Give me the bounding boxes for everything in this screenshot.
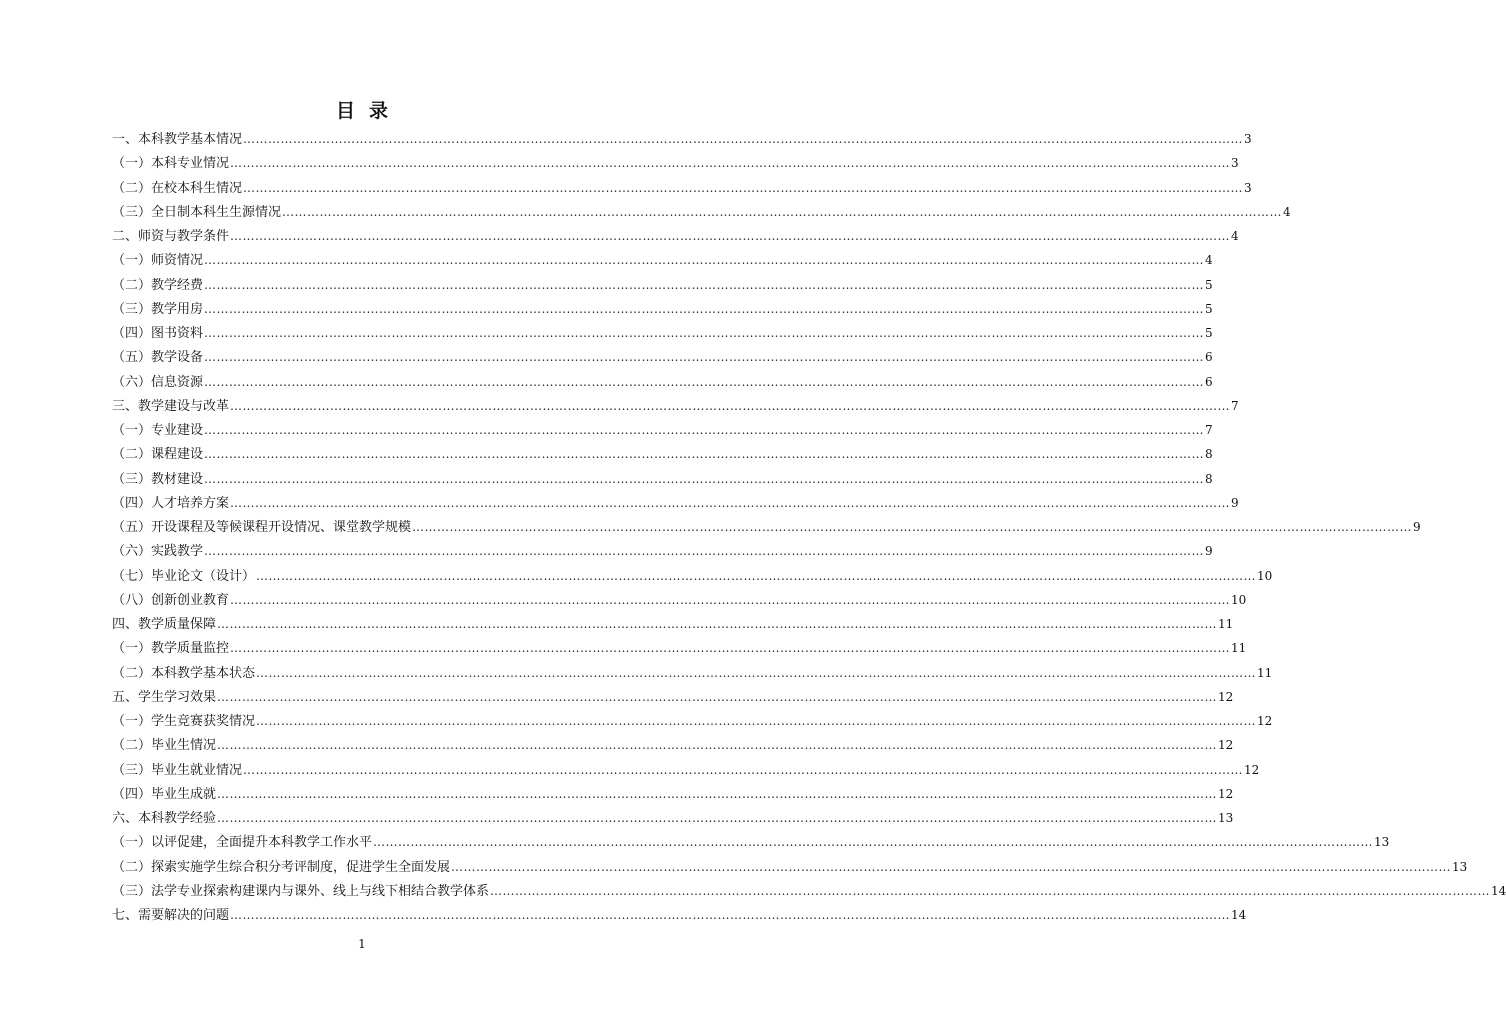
toc-entry[interactable] (112, 248, 1213, 272)
dot-leader: …………………………………………………………………………………………………………………………………………………………………………………………………………………… (204, 350, 1205, 365)
toc-entry[interactable] (112, 758, 1260, 782)
toc-entry-label: （四）毕业生成就 (112, 786, 217, 802)
toc-entry-label: 一、本科教学基本情况 (112, 132, 243, 147)
dot-leader: …………………………………………………………………………………………………………………………………………………………………………………………………………………… (217, 617, 1218, 631)
dot-leader: …………………………………………………………………………………………………………………………………………………………………………………………………………………… (256, 665, 1257, 680)
toc-entry-label: （二）课程建设 (112, 447, 204, 463)
dot-leader: …………………………………………………………………………………………………………………………………………………………………………………………………………………… (204, 374, 1205, 389)
toc-entry[interactable] (112, 733, 1234, 757)
toc-entry[interactable] (112, 273, 1213, 297)
dot-leader: …………………………………………………………………………………………………………………………………………………………………………………………………………………… (204, 471, 1205, 486)
toc-entry-label: （三）毕业生就业情况 (112, 762, 243, 778)
toc-entry[interactable] (112, 709, 1273, 733)
toc-entry[interactable] (112, 297, 1213, 321)
dot-leader: …………………………………………………………………………………………………………………………………………………………………………………………………………………… (230, 908, 1231, 922)
dot-leader: …………………………………………………………………………………………………………………………………………………………………………………………………………………… (412, 520, 1413, 534)
dot-leader: …………………………………………………………………………………………………………………………………………………………………………………………………………………… (230, 156, 1231, 171)
toc-entry-label: （六）实践教学 (112, 544, 204, 560)
toc-entry-page-number: 10 (1231, 592, 1247, 607)
toc-entry-page-number: 12 (1218, 786, 1234, 801)
toc-entry-label: （四）图书资料 (112, 326, 204, 341)
toc-entry-page-number: 4 (1205, 253, 1213, 268)
toc-entry-page-number: 5 (1205, 301, 1213, 316)
table-of-contents (112, 127, 1506, 927)
toc-entry-page-number: 5 (1205, 326, 1213, 340)
toc-entry[interactable] (112, 588, 1247, 612)
toc-entry-label: （二）探索实施学生综合积分考评制度，促进学生全面发展 (112, 859, 451, 875)
toc-entry-page-number: 4 (1231, 229, 1239, 243)
toc-entry-page-number: 12 (1244, 762, 1260, 777)
dot-leader: …………………………………………………………………………………………………………………………………………………………………………………………………………………… (373, 835, 1374, 850)
toc-entry-page-number: 9 (1413, 520, 1421, 534)
toc-entry-page-number: 6 (1205, 374, 1213, 389)
toc-entry-page-number: 12 (1218, 689, 1234, 704)
dot-leader: …………………………………………………………………………………………………………………………………………………………………………………………………………………… (230, 641, 1231, 656)
toc-entry[interactable] (112, 612, 1234, 636)
dot-leader: …………………………………………………………………………………………………………………………………………………………………………………………………………………… (204, 544, 1205, 559)
toc-entry-label: 三、教学建设与改革 (112, 398, 230, 414)
toc-entry[interactable] (112, 855, 1468, 879)
toc-entry-label: （一）以评促建，全面提升本科教学工作水平 (112, 835, 373, 851)
toc-entry[interactable] (112, 782, 1234, 806)
toc-entry-label: （一）学生竞赛获奖情况 (112, 714, 256, 729)
toc-entry-label: （六）信息资源 (112, 374, 204, 390)
toc-entry-label: （二）教学经费 (112, 277, 204, 293)
toc-entry-label: （四）人才培养方案 (112, 495, 230, 511)
toc-entry[interactable] (112, 491, 1239, 515)
toc-entry[interactable] (112, 151, 1239, 175)
toc-entry-label: （二）本科教学基本状态 (112, 665, 256, 681)
page-number-footer: 1 (358, 937, 366, 951)
toc-entry[interactable] (112, 370, 1213, 394)
toc-entry[interactable] (112, 830, 1390, 854)
toc-entry-label: （二）在校本科生情况 (112, 180, 243, 196)
dot-leader: …………………………………………………………………………………………………………………………………………………………………………………………………………………… (217, 786, 1218, 801)
toc-entry-page-number: 3 (1244, 132, 1252, 146)
toc-entry-label: （八）创新创业教育 (112, 592, 230, 608)
toc-entry-label: （五）开设课程及等候课程开设情况、课堂教学规模 (112, 520, 412, 535)
dot-leader: …………………………………………………………………………………………………………………………………………………………………………………………………………………… (204, 277, 1205, 292)
toc-entry[interactable] (112, 200, 1291, 224)
toc-entry[interactable] (112, 661, 1273, 685)
dot-leader: …………………………………………………………………………………………………………………………………………………………………………………………………………………… (217, 689, 1218, 704)
dot-leader: …………………………………………………………………………………………………………………………………………………………………………………………………………………… (230, 495, 1231, 510)
dot-leader: …………………………………………………………………………………………………………………………………………………………………………………………………………………… (282, 204, 1283, 219)
toc-entry[interactable] (112, 321, 1213, 345)
dot-leader: …………………………………………………………………………………………………………………………………………………………………………………………………………………… (451, 859, 1452, 874)
toc-entry-label: （一）师资情况 (112, 253, 204, 269)
toc-entry[interactable] (112, 345, 1213, 369)
dot-leader: …………………………………………………………………………………………………………………………………………………………………………………………………………………… (490, 883, 1491, 898)
toc-entry-page-number: 12 (1218, 738, 1234, 753)
toc-entry-page-number: 3 (1231, 156, 1239, 171)
toc-entry-page-number: 12 (1257, 714, 1273, 728)
dot-leader: …………………………………………………………………………………………………………………………………………………………………………………………………………………… (204, 253, 1205, 268)
toc-entry-label: （一）本科专业情况 (112, 156, 230, 172)
toc-entry-label: 四、教学质量保障 (112, 617, 217, 632)
dot-leader: …………………………………………………………………………………………………………………………………………………………………………………………………………………… (243, 180, 1244, 195)
toc-entry-page-number: 11 (1231, 641, 1247, 656)
toc-entry-label: （五）教学设备 (112, 350, 204, 366)
dot-leader: …………………………………………………………………………………………………………………………………………………………………………………………………………………… (230, 592, 1231, 607)
toc-entry-label: （一）教学质量监控 (112, 641, 230, 657)
page-title: 目录 (335, 100, 402, 122)
toc-entry-label: （三）教材建设 (112, 471, 204, 487)
dot-leader: …………………………………………………………………………………………………………………………………………………………………………………………………………………… (204, 326, 1205, 340)
dot-leader: …………………………………………………………………………………………………………………………………………………………………………………………………………………… (243, 762, 1244, 777)
toc-entry-page-number: 11 (1218, 617, 1234, 631)
dot-leader: …………………………………………………………………………………………………………………………………………………………………………………………………………………… (243, 132, 1244, 146)
toc-entry[interactable] (112, 442, 1213, 466)
toc-entry-page-number: 13 (1452, 859, 1468, 874)
toc-entry[interactable] (112, 394, 1239, 418)
dot-leader: …………………………………………………………………………………………………………………………………………………………………………………………………………………… (230, 398, 1231, 413)
dot-leader: …………………………………………………………………………………………………………………………………………………………………………………………………………………… (256, 568, 1257, 583)
toc-entry-label: 七、需要解决的问题 (112, 908, 230, 923)
dot-leader: …………………………………………………………………………………………………………………………………………………………………………………………………………………… (256, 714, 1257, 728)
toc-entry-page-number: 13 (1218, 811, 1234, 825)
toc-entry-page-number: 9 (1205, 544, 1213, 559)
toc-entry[interactable] (112, 418, 1213, 442)
toc-entry-page-number: 8 (1205, 447, 1213, 462)
dot-leader: …………………………………………………………………………………………………………………………………………………………………………………………………………………… (230, 229, 1231, 243)
toc-entry[interactable] (112, 806, 1234, 830)
toc-entry-page-number: 14 (1491, 883, 1506, 898)
toc-entry-label: （七）毕业论文（设计） (112, 568, 256, 584)
toc-entry-page-number: 4 (1283, 204, 1291, 219)
toc-entry-page-number: 3 (1244, 180, 1252, 195)
toc-entry-label: 五、学生学习效果 (112, 689, 217, 705)
toc-entry-label: （二）毕业生情况 (112, 738, 217, 754)
toc-entry-page-number: 8 (1205, 471, 1213, 486)
toc-entry-label: 二、师资与教学条件 (112, 229, 230, 244)
toc-entry[interactable] (112, 879, 1506, 903)
toc-entry-page-number: 10 (1257, 568, 1273, 583)
toc-entry[interactable] (112, 467, 1213, 491)
toc-entry[interactable] (112, 224, 1239, 248)
toc-entry-page-number: 7 (1231, 398, 1239, 413)
toc-entry[interactable] (112, 903, 1247, 927)
toc-entry[interactable] (112, 515, 1421, 539)
dot-leader: …………………………………………………………………………………………………………………………………………………………………………………………………………………… (204, 447, 1205, 462)
toc-entry-page-number: 13 (1374, 835, 1390, 850)
toc-entry[interactable] (112, 564, 1273, 588)
dot-leader: …………………………………………………………………………………………………………………………………………………………………………………………………………………… (204, 301, 1205, 316)
toc-entry-label: 六、本科教学经验 (112, 811, 217, 826)
dot-leader: …………………………………………………………………………………………………………………………………………………………………………………………………………………… (217, 738, 1218, 753)
toc-entry[interactable] (112, 176, 1252, 200)
toc-entry-page-number: 14 (1231, 908, 1247, 922)
toc-entry-label: （一）专业建设 (112, 423, 204, 438)
toc-entry-page-number: 5 (1205, 277, 1213, 292)
toc-entry-page-number: 11 (1257, 665, 1273, 680)
toc-entry-page-number: 9 (1231, 495, 1239, 510)
toc-entry-page-number: 7 (1205, 423, 1213, 437)
toc-entry-label: （三）法学专业探索构建课内与课外、线上与线下相结合教学体系 (112, 883, 490, 899)
dot-leader: …………………………………………………………………………………………………………………………………………………………………………………………………………………… (204, 423, 1205, 437)
toc-entry-page-number: 6 (1205, 350, 1213, 365)
dot-leader: …………………………………………………………………………………………………………………………………………………………………………………………………………………… (217, 811, 1218, 825)
toc-entry-label: （三）教学用房 (112, 301, 204, 317)
toc-entry[interactable] (112, 127, 1252, 151)
toc-entry[interactable] (112, 636, 1247, 660)
toc-entry-label: （三）全日制本科生生源情况 (112, 204, 282, 220)
toc-entry[interactable] (112, 539, 1213, 563)
toc-entry[interactable] (112, 685, 1234, 709)
